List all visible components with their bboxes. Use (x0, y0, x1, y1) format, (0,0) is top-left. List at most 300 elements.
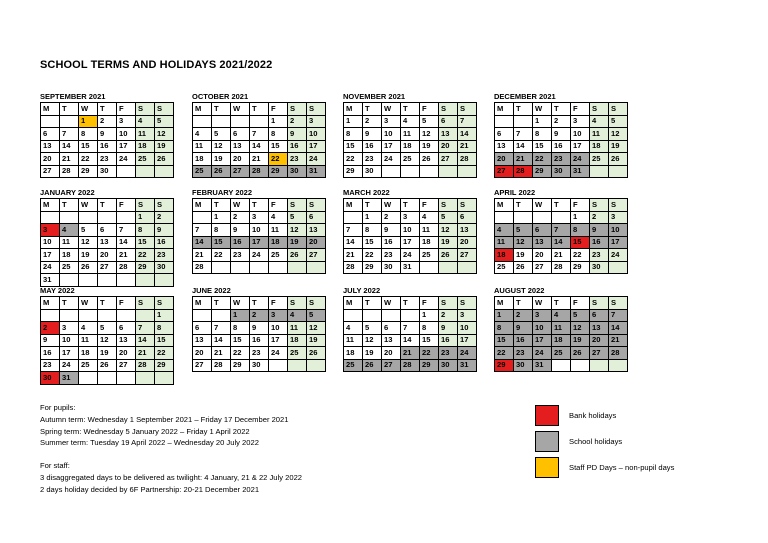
day-cell: 7 (552, 224, 571, 237)
day-cell (41, 309, 60, 322)
day-cell (60, 115, 79, 128)
day-cell: 15 (533, 140, 552, 153)
day-cell: 12 (571, 322, 590, 335)
day-cell: 27 (231, 165, 250, 178)
day-cell (60, 274, 79, 287)
day-cell: 16 (250, 334, 269, 347)
week-row (344, 347, 477, 360)
day-cell: 21 (136, 347, 155, 360)
day-cell: 13 (307, 224, 326, 237)
day-cell: 29 (79, 165, 98, 178)
day-cell: 1 (79, 115, 98, 128)
day-cell (363, 309, 382, 322)
weekday-header: T (98, 103, 117, 116)
day-cell: 5 (288, 211, 307, 224)
day-cell: 11 (590, 128, 609, 141)
weekday-header-row (193, 103, 326, 116)
day-cell: 27 (439, 153, 458, 166)
day-cell: 10 (307, 128, 326, 141)
day-cell: 31 (533, 359, 552, 372)
month-november-2021 (343, 92, 488, 178)
day-cell (609, 359, 628, 372)
day-cell (609, 165, 628, 178)
day-cell: 21 (193, 249, 212, 262)
day-cell: 19 (439, 236, 458, 249)
day-cell: 8 (212, 224, 231, 237)
day-cell (79, 274, 98, 287)
weekday-header: F (571, 103, 590, 116)
day-cell: 23 (231, 249, 250, 262)
day-cell (250, 261, 269, 274)
weekday-header: W (382, 297, 401, 310)
weekday-header: T (552, 199, 571, 212)
day-cell (212, 115, 231, 128)
week-row (41, 249, 174, 262)
day-cell: 26 (420, 153, 439, 166)
month-table (192, 102, 326, 178)
month-september-2021 (40, 92, 185, 178)
day-cell: 30 (590, 261, 609, 274)
day-cell: 12 (98, 334, 117, 347)
day-cell: 5 (571, 309, 590, 322)
weekday-header: M (193, 199, 212, 212)
day-cell: 23 (552, 153, 571, 166)
weekday-header: W (382, 199, 401, 212)
month-january-2022 (40, 188, 185, 287)
day-cell (79, 372, 98, 385)
day-cell: 2 (382, 211, 401, 224)
day-cell: 13 (41, 140, 60, 153)
day-cell: 15 (269, 140, 288, 153)
day-cell: 24 (269, 347, 288, 360)
day-cell: 4 (60, 224, 79, 237)
day-cell: 10 (571, 128, 590, 141)
day-cell (98, 309, 117, 322)
day-cell: 4 (79, 322, 98, 335)
day-cell: 25 (495, 261, 514, 274)
day-cell (212, 309, 231, 322)
day-cell: 9 (98, 128, 117, 141)
day-cell: 20 (533, 249, 552, 262)
day-cell: 28 (552, 261, 571, 274)
day-cell: 28 (250, 165, 269, 178)
day-cell: 26 (439, 249, 458, 262)
day-cell: 6 (193, 322, 212, 335)
weekday-header-row (193, 199, 326, 212)
weekday-header: T (401, 103, 420, 116)
day-cell: 28 (609, 347, 628, 360)
day-cell: 3 (401, 211, 420, 224)
week-row (495, 128, 628, 141)
month-name: MAY 2022 (40, 286, 75, 295)
weekday-header: T (514, 199, 533, 212)
day-cell: 6 (231, 128, 250, 141)
week-row (495, 224, 628, 237)
day-cell (420, 261, 439, 274)
day-cell: 14 (458, 128, 477, 141)
pupils-heading: For pupils: (40, 403, 76, 412)
day-cell: 14 (60, 140, 79, 153)
weekday-header: F (420, 297, 439, 310)
day-cell: 26 (288, 249, 307, 262)
weekday-header: T (250, 297, 269, 310)
weekday-header: M (344, 199, 363, 212)
day-cell (155, 274, 174, 287)
week-row (193, 128, 326, 141)
day-cell: 25 (60, 261, 79, 274)
day-cell: 31 (307, 165, 326, 178)
day-cell: 25 (79, 359, 98, 372)
day-cell: 26 (155, 153, 174, 166)
day-cell: 6 (590, 309, 609, 322)
day-cell: 20 (590, 334, 609, 347)
day-cell: 20 (231, 153, 250, 166)
day-cell (136, 309, 155, 322)
day-cell: 20 (117, 347, 136, 360)
day-cell: 21 (458, 140, 477, 153)
day-cell: 1 (420, 309, 439, 322)
day-cell: 28 (60, 165, 79, 178)
day-cell: 11 (288, 322, 307, 335)
month-name: JANUARY 2022 (40, 188, 95, 197)
day-cell: 12 (79, 236, 98, 249)
day-cell: 30 (288, 165, 307, 178)
day-cell (193, 115, 212, 128)
staff-heading: For staff: (40, 461, 70, 471)
day-cell: 6 (495, 128, 514, 141)
day-cell: 21 (552, 249, 571, 262)
day-cell: 21 (344, 249, 363, 262)
month-name: JULY 2022 (343, 286, 381, 295)
day-cell: 18 (590, 140, 609, 153)
weekday-header: T (98, 297, 117, 310)
weekday-header: F (117, 297, 136, 310)
weekday-header: W (533, 297, 552, 310)
day-cell: 11 (79, 334, 98, 347)
day-cell: 2 (155, 211, 174, 224)
weekday-header: T (212, 199, 231, 212)
day-cell: 29 (136, 261, 155, 274)
day-cell: 10 (250, 224, 269, 237)
day-cell: 15 (420, 334, 439, 347)
day-cell: 15 (79, 140, 98, 153)
day-cell: 19 (420, 140, 439, 153)
weekday-header: S (136, 103, 155, 116)
page-title: SCHOOL TERMS AND HOLIDAYS 2021/2022 (40, 59, 273, 71)
day-cell: 10 (609, 224, 628, 237)
day-cell: 19 (212, 153, 231, 166)
week-row (495, 153, 628, 166)
day-cell: 20 (495, 153, 514, 166)
day-cell: 22 (420, 347, 439, 360)
day-cell: 28 (117, 261, 136, 274)
day-cell: 25 (401, 153, 420, 166)
week-row (41, 372, 174, 385)
week-row (344, 334, 477, 347)
day-cell: 29 (420, 359, 439, 372)
day-cell: 2 (514, 309, 533, 322)
weekday-header: S (155, 199, 174, 212)
day-cell (307, 261, 326, 274)
week-row (193, 347, 326, 360)
day-cell: 10 (269, 322, 288, 335)
month-march-2022 (343, 188, 488, 274)
month-table (40, 198, 174, 287)
day-cell (98, 274, 117, 287)
day-cell (117, 372, 136, 385)
day-cell: 16 (552, 140, 571, 153)
day-cell: 6 (41, 128, 60, 141)
day-cell: 22 (136, 249, 155, 262)
day-cell: 19 (288, 236, 307, 249)
week-row (495, 309, 628, 322)
day-cell: 7 (117, 224, 136, 237)
weekday-header-row (344, 103, 477, 116)
day-cell: 9 (382, 224, 401, 237)
day-cell: 3 (571, 115, 590, 128)
day-cell: 7 (212, 322, 231, 335)
month-name: OCTOBER 2021 (192, 92, 249, 101)
weekday-header: S (288, 297, 307, 310)
day-cell: 6 (533, 224, 552, 237)
day-cell: 22 (495, 347, 514, 360)
day-cell (552, 359, 571, 372)
weekday-header: T (250, 199, 269, 212)
month-table (494, 296, 628, 372)
day-cell: 4 (590, 115, 609, 128)
week-row (193, 153, 326, 166)
day-cell (41, 211, 60, 224)
month-december-2021 (494, 92, 639, 178)
day-cell (552, 211, 571, 224)
day-cell: 23 (363, 153, 382, 166)
day-cell: 4 (495, 224, 514, 237)
day-cell: 3 (307, 115, 326, 128)
weekday-header: F (117, 103, 136, 116)
day-cell: 25 (288, 347, 307, 360)
day-cell (250, 115, 269, 128)
week-row (495, 359, 628, 372)
weekday-header: W (382, 103, 401, 116)
day-cell: 30 (98, 165, 117, 178)
day-cell: 10 (41, 236, 60, 249)
day-cell (590, 359, 609, 372)
month-table (40, 296, 174, 385)
day-cell: 31 (41, 274, 60, 287)
weekday-header: W (231, 103, 250, 116)
day-cell: 15 (571, 236, 590, 249)
weekday-header: M (41, 297, 60, 310)
day-cell: 14 (609, 322, 628, 335)
week-row (344, 261, 477, 274)
day-cell: 2 (41, 322, 60, 335)
day-cell: 6 (382, 322, 401, 335)
day-cell: 18 (60, 249, 79, 262)
term-notes (40, 402, 302, 507)
day-cell: 2 (231, 211, 250, 224)
day-cell: 15 (136, 236, 155, 249)
month-table (494, 102, 628, 178)
day-cell: 12 (420, 128, 439, 141)
day-cell: 25 (344, 359, 363, 372)
day-cell (458, 261, 477, 274)
weekday-header: S (590, 199, 609, 212)
day-cell: 1 (363, 211, 382, 224)
day-cell: 29 (269, 165, 288, 178)
day-cell: 7 (136, 322, 155, 335)
day-cell: 12 (363, 334, 382, 347)
day-cell: 12 (307, 322, 326, 335)
day-cell: 26 (514, 261, 533, 274)
week-row (193, 309, 326, 322)
weekday-header-row (495, 199, 628, 212)
day-cell: 13 (117, 334, 136, 347)
day-cell: 26 (307, 347, 326, 360)
week-row (41, 309, 174, 322)
day-cell: 3 (382, 115, 401, 128)
day-cell (401, 165, 420, 178)
day-cell: 16 (514, 334, 533, 347)
weekday-header-row (344, 199, 477, 212)
weekday-header: T (60, 297, 79, 310)
week-row (41, 115, 174, 128)
weekday-header: T (60, 199, 79, 212)
day-cell: 27 (382, 359, 401, 372)
week-row (495, 140, 628, 153)
weekday-header: T (212, 297, 231, 310)
day-cell: 26 (212, 165, 231, 178)
day-cell: 2 (288, 115, 307, 128)
day-cell (60, 309, 79, 322)
week-row (41, 359, 174, 372)
day-cell: 7 (609, 309, 628, 322)
day-cell: 13 (193, 334, 212, 347)
day-cell: 12 (155, 128, 174, 141)
weekday-header: M (41, 103, 60, 116)
day-cell: 11 (269, 224, 288, 237)
day-cell: 27 (533, 261, 552, 274)
day-cell: 4 (136, 115, 155, 128)
day-cell: 16 (41, 347, 60, 360)
day-cell: 20 (458, 236, 477, 249)
day-cell: 10 (382, 128, 401, 141)
day-cell: 7 (250, 128, 269, 141)
day-cell (41, 115, 60, 128)
day-cell (155, 372, 174, 385)
day-cell: 8 (231, 322, 250, 335)
day-cell (117, 211, 136, 224)
day-cell (136, 165, 155, 178)
day-cell: 31 (60, 372, 79, 385)
day-cell (231, 115, 250, 128)
day-cell: 24 (307, 153, 326, 166)
day-cell: 5 (79, 224, 98, 237)
partnership-days-line: 2 days holiday decided by 6F Partnership: 20-21 December 2021 (40, 484, 260, 494)
day-cell (136, 274, 155, 287)
day-cell: 3 (41, 224, 60, 237)
day-cell: 16 (231, 236, 250, 249)
day-cell: 13 (458, 224, 477, 237)
day-cell: 6 (439, 115, 458, 128)
day-cell: 13 (533, 236, 552, 249)
week-row (41, 140, 174, 153)
day-cell (117, 165, 136, 178)
day-cell: 27 (98, 261, 117, 274)
staff-pd-label: Staff PD Days – non-pupil days (569, 463, 675, 472)
weekday-header: M (344, 297, 363, 310)
week-row (495, 165, 628, 178)
month-october-2021 (192, 92, 337, 178)
day-cell: 8 (344, 128, 363, 141)
day-cell: 28 (514, 165, 533, 178)
day-cell: 22 (344, 153, 363, 166)
day-cell: 29 (533, 165, 552, 178)
day-cell: 23 (590, 249, 609, 262)
day-cell: 19 (98, 347, 117, 360)
day-cell (533, 211, 552, 224)
day-cell: 2 (98, 115, 117, 128)
week-row (193, 224, 326, 237)
day-cell: 21 (117, 249, 136, 262)
day-cell: 17 (41, 249, 60, 262)
day-cell: 12 (288, 224, 307, 237)
day-cell: 1 (212, 211, 231, 224)
day-cell: 24 (571, 153, 590, 166)
day-cell: 27 (193, 359, 212, 372)
day-cell: 26 (98, 359, 117, 372)
weekday-header: W (79, 103, 98, 116)
day-cell (401, 309, 420, 322)
day-cell: 3 (533, 309, 552, 322)
day-cell: 21 (514, 153, 533, 166)
day-cell: 20 (98, 249, 117, 262)
weekday-header-row (193, 297, 326, 310)
week-row (41, 211, 174, 224)
day-cell: 6 (117, 322, 136, 335)
week-row (495, 211, 628, 224)
day-cell: 11 (344, 334, 363, 347)
day-cell: 4 (288, 309, 307, 322)
week-row (41, 261, 174, 274)
weekday-header: F (269, 103, 288, 116)
weekday-header: T (401, 297, 420, 310)
week-row (344, 165, 477, 178)
day-cell: 15 (495, 334, 514, 347)
day-cell: 25 (590, 153, 609, 166)
weekday-header: W (533, 199, 552, 212)
weekday-header: S (439, 199, 458, 212)
weekday-header: W (533, 103, 552, 116)
day-cell: 7 (193, 224, 212, 237)
day-cell: 21 (609, 334, 628, 347)
weekday-header-row (41, 199, 174, 212)
day-cell: 26 (571, 347, 590, 360)
day-cell: 14 (193, 236, 212, 249)
day-cell: 20 (193, 347, 212, 360)
day-cell (514, 211, 533, 224)
weekday-header: T (250, 103, 269, 116)
bank-holiday-label: Bank holidays (569, 411, 617, 420)
weekday-header: S (155, 297, 174, 310)
day-cell: 13 (382, 334, 401, 347)
month-table (192, 296, 326, 372)
day-cell (514, 115, 533, 128)
day-cell: 23 (41, 359, 60, 372)
day-cell: 8 (420, 322, 439, 335)
day-cell: 24 (250, 249, 269, 262)
month-name: DECEMBER 2021 (494, 92, 556, 101)
day-cell: 25 (552, 347, 571, 360)
